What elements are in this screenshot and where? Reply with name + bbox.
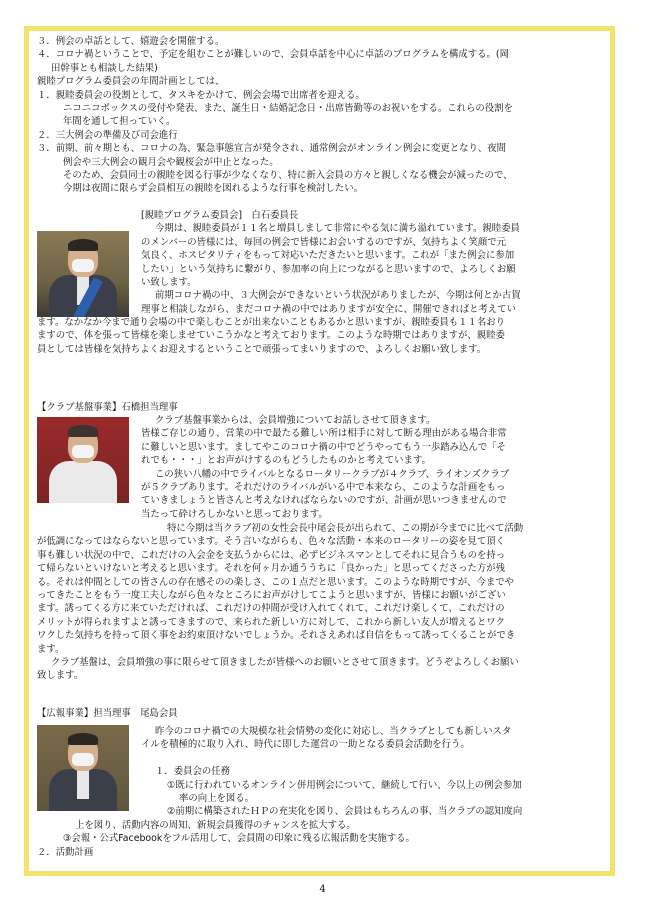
text-line: ていきましょうと皆さんと考えなければならないのですが、計画が思いつきませんので	[141, 495, 507, 507]
text-line	[141, 752, 602, 765]
text-line: ３．前期、前々期とも、コロナの為、緊急事態宣言が発令され、通常例会がオンライン例会に変更となり、夜間	[37, 143, 507, 155]
text-line: ４．コロナ禍ということで、予定を組むことが難しいので、会員卓話を中心に卓話のプログラムを構成する。(岡	[37, 49, 509, 61]
text-line: イルを積極的に取り入れ、時代に即した運営の一助となる委員会活動を行う。	[141, 739, 470, 751]
section-heading: [親睦プログラム委員会] 白石委員長	[141, 210, 299, 221]
text-line: クラブ基盤事業からは、会員増強についてお話しさせて頂きます。	[155, 415, 436, 426]
text-line: ２．三大例会の準備及び司会進行	[37, 129, 178, 141]
section-heading: 【広報事業】担当理事 尾島会員	[37, 708, 178, 719]
text-line: 上を図り、活動内容の周知、新規会員獲得のチャンスを拡大する。	[75, 820, 356, 831]
text-line: ます。なかなか今まで通り会場の中で楽しむことが出来ないこともあるかと思いますが、親睦委員も１１名おり	[37, 317, 506, 328]
text-line: １．親睦委員会の役割として、タスキをかけて、例会会場で出席者を迎える。	[37, 89, 365, 101]
text-line: ③会報・公式Facebookをフル活用して、会員間の印象に残る広報活動を実施する。	[63, 833, 415, 845]
text-line: ます。誘ってくる方に来ていただければ、これだけの仲間が受け入れてくれて、これだけ楽しくて、これだけの	[37, 603, 505, 615]
text-line: 親睦プログラム委員会の年間計画としては、	[37, 76, 225, 88]
text-line: い致します。	[141, 277, 197, 289]
text-line: ３．例会の卓話として、嬉遊会を開催する。	[37, 36, 225, 47]
text-line: ますので、体を張って皆様を楽しませていこうかなと考えております。このような時期ではありますが、親睦委	[37, 330, 505, 342]
text-line: 率の向上を図る。	[179, 793, 255, 805]
text-line: そのため、会員同士の親睦を図る行事が少なくなり、特に新入会員の方々と親しくなる機会が減ったので、	[63, 170, 513, 182]
text-line: る。それは仲間としての皆さんの存在感そのの楽しさ、この１点だと思います。このような時期ですが、今までや	[37, 576, 515, 588]
speaker-photo	[37, 725, 129, 811]
text-line: 事も難しい状況の中で、これだけの入会金を支払うからには、必ずビジネスマンとしてそれに見合うものを持っ	[37, 549, 506, 561]
text-line: ってきたことをもう一度工夫しながら色々なところにお声がけしてこようと思いますが、皆様にお願いがござい	[37, 590, 506, 602]
page-frame	[24, 26, 615, 876]
speaker-photo	[37, 231, 129, 317]
intro-block	[37, 35, 602, 196]
text-line: れでも・・・」とお声がけするのもどうしたものかと考えています。	[141, 455, 431, 467]
text-line: 例会や三大例会の観月会や観桜会が中止となった。	[63, 156, 279, 168]
text-line: ワクした気持ちを持って頂く事をお約束頂けないでしょうか。それさえあれば自信をもって誘ってくることができ	[37, 630, 516, 642]
text-line: したい」という気持ちに繋がり、参加率の向上につながると思いますので、よろしくお願	[141, 263, 516, 275]
text-line: 昨今のコロナ禍での大規模な社会情勢の変化に対応し、当クラブとしても新しいスタ	[155, 726, 512, 737]
speaker-photo	[37, 417, 129, 503]
page-number: 4	[319, 884, 326, 895]
text-line: １．委員会の任務	[155, 766, 231, 778]
text-line: ２．活動計画	[37, 846, 94, 858]
text-line: 今期は、親睦委員が１１名と増員しまして非常にやる気に満ち溢れています。親睦委員	[155, 223, 520, 235]
text-line: 致します。	[37, 670, 84, 682]
page-content	[37, 35, 602, 858]
text-line: 理事と相談しながら、まだコロナ禍の中ではありますが安全に、開催できればと考えてい	[141, 303, 517, 315]
text-line: ニコニコボックスの受付や発表、また、誕生日・結婚記念日・出席皆勤等のお祝いをする。これらの役割を	[63, 103, 513, 115]
text-line: 今期は夜間に限らず会員相互の親睦を図れるような行事を検討したい。	[63, 183, 364, 195]
text-line: 特に今期は当クラブ初の女性会長中尾会長が出られて、この期が今までに比べて活動	[167, 523, 524, 534]
text-line: て帰らないといけないと考えると思います。それを何ヶ月か通ううちに「良かった」と思ってくださった方が残	[37, 563, 506, 575]
text-line: ①既に行われているオンライン併用例会について、継続して行い、今以上の例会参加	[167, 779, 522, 791]
text-line: に難しいと思います。ましてやこのコロナ禍の中でどうやってもう一歩踏み込んで「そ	[141, 441, 506, 453]
text-line: が５クラブあります。それだけのライバルがいる中で本来なら、このような計画をもっ	[141, 482, 506, 494]
text-line: が低調になってはならないと思っています。そう言いながらも、色々な活動・本来のロータリーの姿を見て頂く	[37, 536, 506, 548]
text-line: 当たって砕けろしかないと思っております。	[141, 508, 328, 520]
text-line: クラブ基盤は、会員増強の事に限らせて頂きましたが皆様へのお願いとさせて頂きます。どうぞよろしくお願い	[51, 657, 519, 669]
text-line: ②前期に構築されたＨＰの充実化を図り、会員はもちろんの事、当クラブの認知度向	[167, 806, 523, 818]
text-line: 皆様ご存じの通り、営業の中で最たる難しい所は相手に対して断る理由がある場合非常	[141, 428, 507, 440]
text-line: ます。	[37, 643, 65, 655]
section-heading: 【クラブ基盤事業】石橋担当理事	[37, 402, 178, 413]
text-line: この狭い八幡の中でライバルとなるロータリークラブが４クラブ、ライオンズクラブ	[155, 468, 510, 480]
text-line: 気良く、ホスピタリティをもって対応いただきたいと思います。これが「また例会に参加	[141, 250, 515, 262]
text-line: メリットが得られますよと誘ってきますので、来られた新しい方に対して、これから新しい友人が増えるとワク	[37, 616, 506, 628]
text-line: のメンバーの皆様には、毎回の例会で皆様にお会いするのですが、気持ちよく笑顔で元	[141, 236, 506, 248]
text-line: 前期コロナ禍の中、３大例会ができないという状況がありましたが、今期は何とか古賀	[155, 290, 521, 302]
text-line: 田幹事とも相談した結果)	[51, 62, 158, 74]
text-line: 年間を通して担っていく。	[63, 116, 176, 128]
text-line: 員としては皆様を気持ちよくお迎えするということで頑張ってまいりますので、よろしくお願い致します。	[37, 343, 487, 355]
